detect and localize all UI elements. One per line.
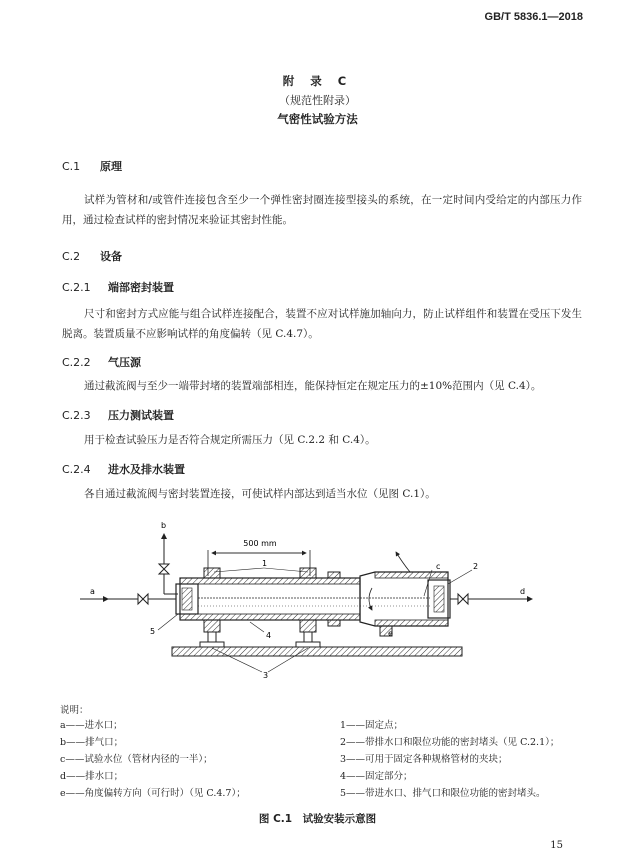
section-c1-heading — [62, 158, 122, 174]
legend-left — [60, 717, 330, 802]
section-c2-heading — [62, 248, 122, 264]
label-5: 5 — [150, 627, 156, 636]
standard-number: GB/T 5836.1—2018 — [484, 11, 583, 23]
legend-item-b: b——排气口； — [60, 737, 124, 748]
clamp — [204, 620, 220, 632]
clamp — [300, 568, 316, 578]
outlet-valve — [458, 594, 468, 604]
base-plate — [172, 647, 462, 656]
section-c24-text: 各自通过截流阀与密封装置连接，可使试样内部达到适当水位（见图 C.1）。 — [84, 488, 436, 500]
legend-item-a: a——进水口； — [60, 720, 123, 731]
section-number: C.2.4 — [62, 463, 91, 476]
legend-item-1: 1——固定点； — [340, 720, 404, 731]
page-number: 15 — [550, 840, 563, 851]
label-e: e — [388, 629, 393, 638]
vent-valve — [159, 564, 169, 574]
legend-item-3: 3——可用于固定各种规格管材的夹块； — [340, 754, 508, 765]
section-title: 端部密封装置 — [108, 281, 174, 294]
label-a: a — [90, 587, 95, 596]
section-number: C.2.1 — [62, 281, 91, 294]
section-title: 原理 — [100, 160, 122, 173]
section-number: C.2 — [62, 250, 81, 263]
section-c21-heading — [62, 279, 174, 295]
inlet-valve — [138, 594, 148, 604]
section-c22-heading — [62, 354, 141, 370]
annex-subtitle: （规范性附录） — [279, 94, 356, 107]
legend-item-c: c——试验水位（管材内径的一半）； — [60, 754, 213, 765]
section-title: 气压源 — [108, 356, 141, 369]
figure-caption: 图 C.1 试验安装示意图 — [258, 813, 377, 825]
section-c24-heading — [62, 461, 185, 477]
legend-item-5: 5——带进水口、排气口和限位功能的密封堵头。 — [340, 788, 546, 799]
label-b: b — [161, 521, 167, 530]
section-c22-text: 通过截流阀与至少一端带封堵的装置端部相连，能保持恒定在规定压力的±10%范围内（见 C.4）。 — [84, 380, 542, 392]
legend-item-d: d——排水口； — [60, 771, 124, 782]
section-c1-text: 试样为管材和/或管件连接包含至少一个弹性密封圈连接型接头的系统，在一定时间内受给定的内部压力作用，通过检查试样的密封情况来验证其密封性能。 — [62, 194, 582, 226]
section-number: C.2.2 — [62, 356, 91, 369]
section-number: C.1 — [62, 160, 81, 173]
section-number: C.2.3 — [62, 409, 91, 422]
label-2: 2 — [473, 562, 479, 571]
section-title: 进水及排水装置 — [108, 463, 185, 476]
dimension-label: 500 mm — [243, 539, 277, 548]
deflection-arrow — [369, 588, 372, 610]
section-title: 设备 — [100, 250, 122, 263]
section-title: 压力测试装置 — [108, 409, 174, 422]
label-d: d — [520, 587, 526, 596]
legend-heading: 说明： — [60, 705, 89, 716]
label-4: 4 — [266, 631, 272, 640]
label-c: c — [436, 562, 441, 571]
section-c23-heading — [62, 407, 174, 423]
section-c23-text: 用于检查试验压力是否符合规定所需压力（见 C.2.2 和 C.4）。 — [84, 434, 376, 446]
legend-right — [340, 717, 590, 802]
label-3: 3 — [263, 671, 269, 680]
clamp — [204, 568, 220, 578]
section-c21-text: 尺寸和密封方式应能与组合试样连接配合，装置不应对试样施加轴向力，防止试样组件和装置在受压下发生脱离。装置质量不应影响试样的角度偏转（见 C.4.7）。 — [62, 308, 582, 340]
test-setup-diagram — [0, 510, 635, 700]
legend-item-2: 2——带排水口和限位功能的密封堵头（见 C.2.1）； — [340, 737, 560, 748]
legend-item-4: 4——固定部分； — [340, 771, 413, 782]
clamp — [300, 620, 316, 632]
annex-name: 气密性试验方法 — [277, 112, 358, 126]
legend-item-e: e——角度偏转方向（可行时）（见 C.4.7）； — [60, 788, 246, 799]
label-1: 1 — [262, 559, 268, 568]
annex-title: 附 录 C — [282, 74, 353, 88]
